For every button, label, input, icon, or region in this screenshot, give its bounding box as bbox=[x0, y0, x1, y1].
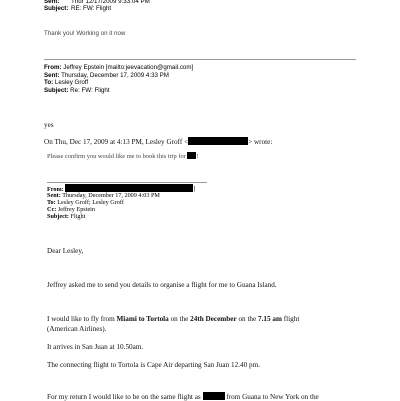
quote-intro-after: > wrote: bbox=[248, 138, 273, 146]
letter-paragraph-3: It arrives in San Juan at 10.50am. bbox=[47, 343, 144, 351]
redacted-email bbox=[188, 137, 248, 145]
subject-value: RE: FW: Flight bbox=[71, 5, 112, 12]
sent-value: Thursday, December 17, 2009 4:33 PM bbox=[61, 71, 169, 79]
quote-intro-before: On Thu, Dec 17, 2009 at 4:13 PM, Lesley Groff < bbox=[44, 138, 189, 146]
msg2-to-row bbox=[44, 79, 88, 87]
separator-rule bbox=[44, 59, 356, 60]
letter-paragraph-1: Jeffrey asked me to send you details to organise a flight for me to Guana Island. bbox=[47, 281, 277, 289]
sent-value: Thursday, December 17, 2009 4:03 PM bbox=[62, 191, 160, 199]
from-after: ] bbox=[193, 185, 196, 193]
cc-value: Jeffrey Epstein bbox=[57, 205, 95, 213]
to-value: Lesley Groff bbox=[54, 79, 89, 86]
msg2-body: yes bbox=[44, 121, 54, 129]
subject-label: Subject: bbox=[47, 212, 69, 220]
text-run-bold: 24th December bbox=[190, 315, 237, 323]
subject-label: Subject: bbox=[44, 86, 69, 94]
text-run: flight bbox=[281, 315, 300, 323]
letter-greeting: Dear Lesley, bbox=[47, 247, 84, 255]
text-run: from Guana to New York on the bbox=[226, 393, 319, 401]
subject-value: Flight bbox=[70, 212, 86, 220]
text-run-bold: 7.15 am bbox=[258, 315, 282, 323]
to-value: Lesley Groff; Lesley Groff bbox=[57, 198, 124, 206]
to-label: To: bbox=[47, 198, 56, 206]
letter-paragraph-2-line-2: (American Airlines). bbox=[47, 325, 107, 333]
subject-label: Subject: bbox=[44, 5, 69, 12]
text-run: on the bbox=[236, 315, 259, 323]
text-run-bold: Miami to Tortola bbox=[116, 315, 169, 323]
quote-line-after: ! bbox=[196, 153, 199, 160]
quote-intro bbox=[44, 137, 272, 146]
text-run: I would like to fly from bbox=[47, 315, 117, 323]
msg2-sent-row bbox=[44, 72, 169, 80]
cc-label: Cc: bbox=[47, 205, 57, 213]
text-run: on the bbox=[168, 315, 191, 323]
sent-value: Thur 12/17/2009 9:33:04 PM bbox=[71, 0, 150, 5]
msg3-subject-row bbox=[47, 213, 85, 221]
redacted-name bbox=[203, 392, 225, 400]
sent-label: Sent: bbox=[44, 71, 60, 79]
quote-line-before: Please confirm you would like me to book this trip for bbox=[47, 153, 186, 160]
msg1-subject-row bbox=[44, 5, 111, 13]
sent-label: Sent: bbox=[47, 191, 61, 199]
from-label: From: bbox=[47, 185, 64, 193]
from-value: Jeffrey Epstein [mailto:jeevacation@gmail.com] bbox=[63, 64, 194, 71]
msg2-from-row bbox=[44, 64, 193, 72]
to-label: To: bbox=[44, 79, 54, 86]
letter-paragraph-4: The connecting flight to Tortola is Cape Air departing San Juan 12.40 pm. bbox=[47, 361, 260, 369]
sent-label: Sent: bbox=[44, 0, 60, 5]
from-label: From: bbox=[44, 64, 62, 71]
redacted-sender bbox=[65, 184, 196, 193]
separator-rule bbox=[47, 182, 207, 183]
subject-value: Re: FW: Flight bbox=[70, 86, 110, 94]
msg2-subject-row bbox=[44, 87, 110, 95]
letter-paragraph-2 bbox=[47, 315, 299, 323]
msg1-body: Thank you! Working on it now bbox=[44, 30, 126, 37]
quote-line bbox=[47, 152, 199, 160]
text-run: For my return I would like to be on the same flight as bbox=[47, 393, 201, 401]
